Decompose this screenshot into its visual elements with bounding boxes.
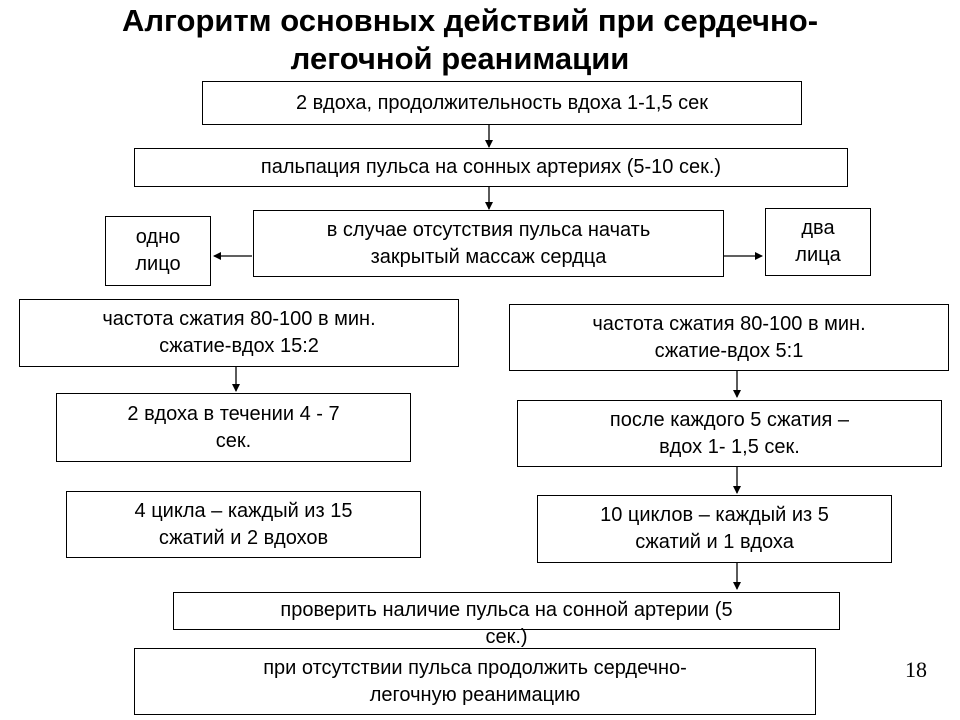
step-palpation-text: пальпация пульса на сонных артериях (5-10 сек.) — [260, 156, 722, 178]
step-no-pulse-line-2: закрытый массаж сердца — [370, 245, 607, 268]
step-no-pulse — [253, 210, 724, 277]
left-cycles-line-2: сжатий и 2 вдохов — [158, 526, 329, 549]
right-after-each-box — [517, 400, 942, 467]
check-pulse-box — [173, 592, 840, 648]
right-rate-line-1: частота сжатия 80-100 в мин. — [592, 312, 866, 335]
right-cycles-line-1: 10 циклов – каждый из 5 — [600, 504, 829, 526]
left-rate-box — [19, 299, 459, 367]
one-person-box — [105, 216, 211, 286]
step-two-breaths — [202, 81, 802, 125]
two-persons-box — [765, 208, 871, 276]
right-after-each-line-1: после каждого 5 сжатия – — [609, 408, 850, 431]
right-rate-line-2: сжатие-вдох 5:1 — [654, 339, 804, 362]
check-pulse-line-1: проверить наличие пульса на сонной артерии (5 — [280, 599, 733, 621]
left-rate-line-1: частота сжатия 80-100 в мин. — [102, 308, 376, 330]
continue-cpr-line-1: при отсутствии пульса продолжить сердечно- — [263, 656, 687, 679]
left-breaths-line-2: сек. — [215, 429, 252, 452]
step-palpation — [134, 148, 848, 187]
title-line-1: Алгоритм основных действий при сердечно- — [121, 3, 819, 38]
left-breaths-line-1: 2 вдоха в течении 4 - 7 — [127, 402, 340, 425]
right-after-each-line-2: вдох 1- 1,5 сек. — [659, 435, 800, 458]
check-pulse-line-2: сек.) — [485, 626, 528, 648]
step-two-breaths-text: 2 вдоха, продолжительность вдоха 1-1,5 сек — [295, 91, 709, 114]
page-number: 18 — [905, 657, 927, 682]
two-persons-line-1: два — [801, 217, 835, 239]
left-rate-line-2: сжатие-вдох 15:2 — [159, 335, 319, 357]
one-person-line-2: лицо — [135, 253, 181, 275]
left-cycles-line-1: 4 цикла – каждый из 15 — [134, 499, 353, 522]
continue-cpr-line-2: легочную реанимацию — [369, 683, 581, 706]
right-rate-box — [509, 304, 949, 371]
one-person-line-1: одно — [135, 226, 181, 248]
left-breaths-box — [56, 393, 411, 462]
two-persons-line-2: лица — [795, 244, 841, 266]
left-cycles-box — [66, 491, 421, 558]
right-cycles-box — [537, 495, 892, 563]
right-cycles-line-2: сжатий и 1 вдоха — [635, 531, 794, 553]
continue-cpr-box — [134, 648, 816, 715]
step-no-pulse-line-1: в случае отсутствия пульса начать — [326, 218, 651, 241]
title-line-2: легочной реанимации — [290, 41, 630, 76]
